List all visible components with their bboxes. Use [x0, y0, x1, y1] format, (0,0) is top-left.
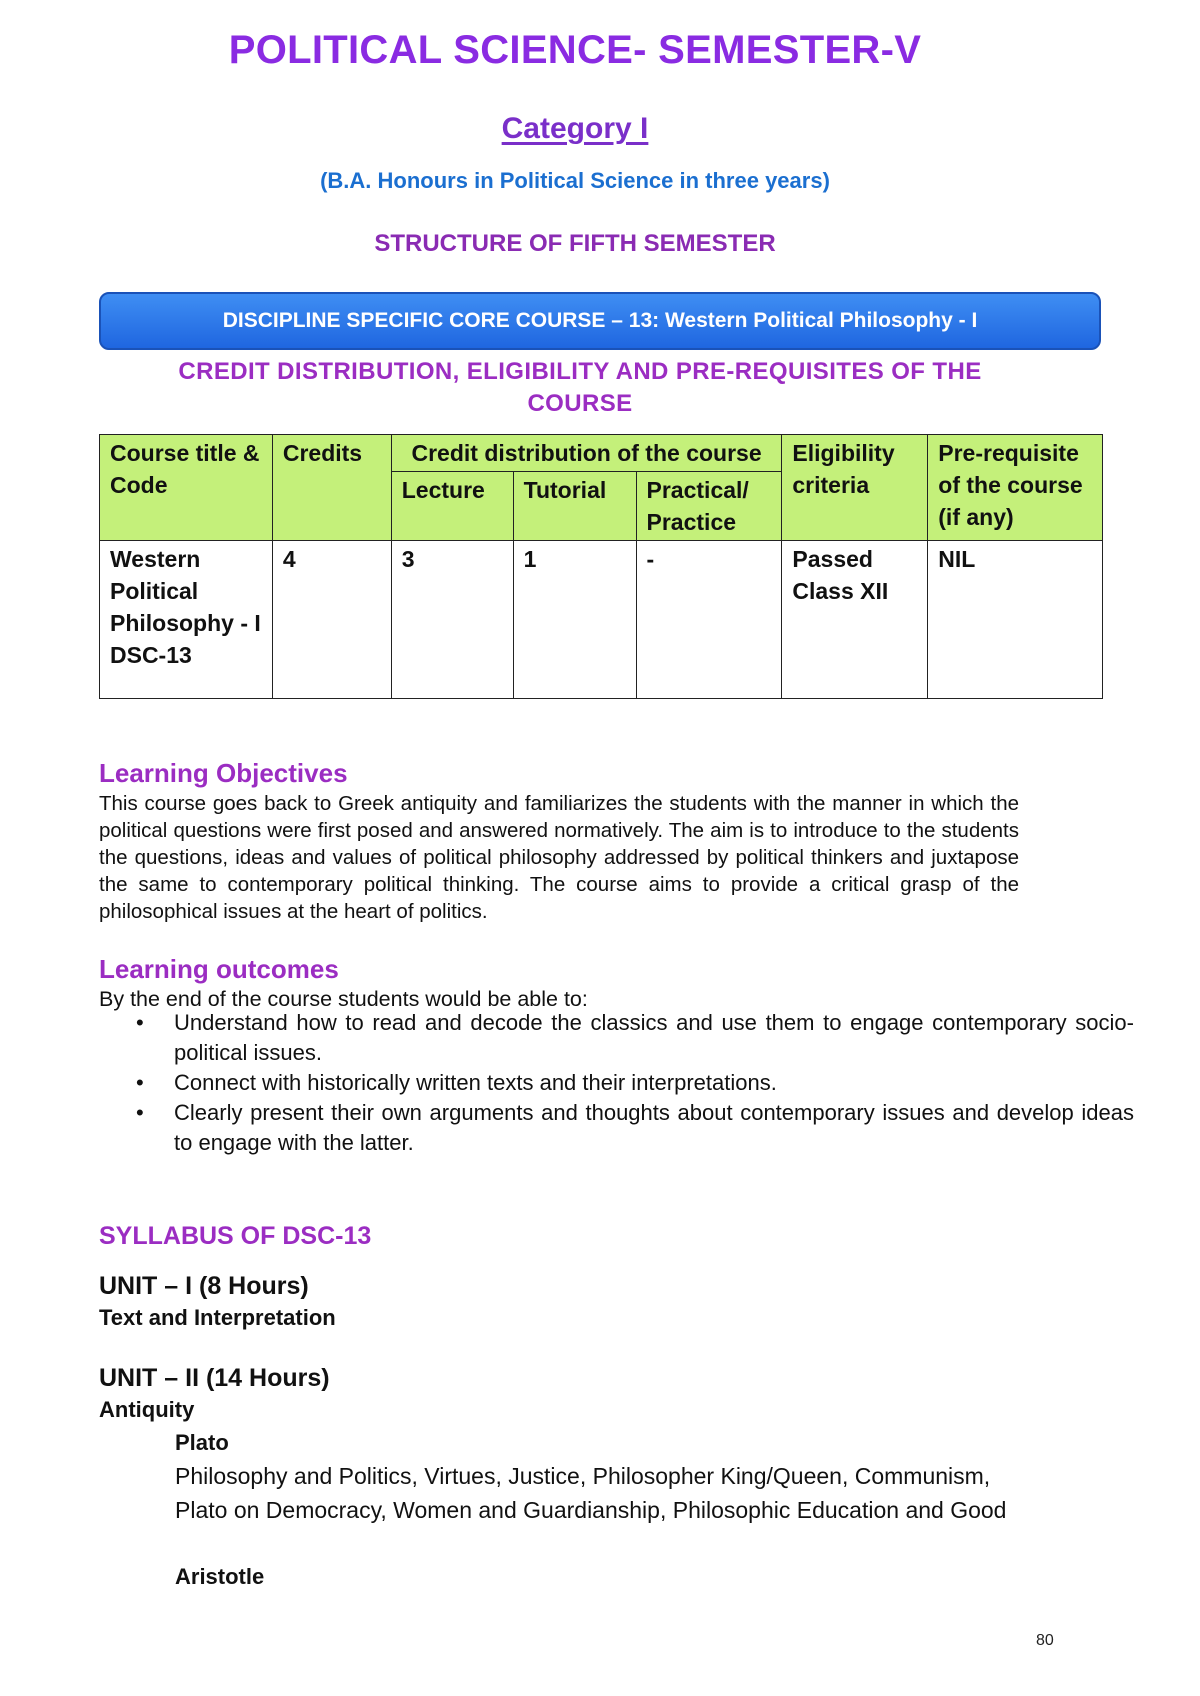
bullet-icon: • [136, 1100, 144, 1125]
category-text: Category I [501, 112, 649, 145]
header-course-title: Course title & Code [100, 435, 273, 541]
header-lecture: Lecture [391, 472, 513, 541]
learning-outcomes-intro: By the end of the course students would be able to: [99, 987, 588, 1011]
topic-plato-text: Philosophy and Politics, Virtues, Justice, Philosopher King/Queen, Communism, Plato on Democracy, Women and Guardianship, Philosophic Education and Good [175, 1463, 1007, 1523]
credit-table [99, 434, 1103, 699]
syllabus-heading: SYLLABUS OF DSC-13 [99, 1222, 372, 1250]
credit-distribution-heading [120, 356, 1040, 420]
learning-outcomes-list [99, 1008, 1134, 1158]
category-heading [0, 112, 1150, 146]
table-row [100, 541, 1103, 699]
cell-prerequisite: NIL [928, 541, 1103, 699]
outcome-text: Connect with historically written texts and their interpretations. [174, 1070, 777, 1095]
outcome-text: Understand how to read and decode the classics and use them to engage contemporary socio-political issues. [174, 1010, 1134, 1065]
header-practical: Practical/ Practice [636, 472, 782, 541]
topic-aristotle-heading: Aristotle [175, 1564, 265, 1589]
bullet-icon: • [136, 1010, 144, 1035]
course-banner [99, 292, 1101, 350]
course-code-text: DSC-13 [110, 642, 192, 668]
header-credits: Credits [272, 435, 391, 541]
cell-eligibility: Passed Class XII [782, 541, 928, 699]
cell-credits: 4 [272, 541, 391, 699]
learning-objectives-heading: Learning Objectives [99, 758, 348, 788]
programme-subtitle: (B.A. Honours in Political Science in three years) [320, 168, 830, 193]
list-item [136, 1008, 1134, 1068]
page-number: 80 [1036, 1632, 1054, 1649]
topic-plato-heading: Plato [175, 1430, 229, 1455]
course-banner-text: DISCIPLINE SPECIFIC CORE COURSE – 13: Western Political Philosophy - I [222, 309, 978, 332]
structure-heading: STRUCTURE OF FIFTH SEMESTER [374, 230, 776, 257]
cell-practical: - [636, 541, 782, 699]
bullet-icon: • [136, 1070, 144, 1095]
cell-course-title [100, 541, 273, 699]
learning-outcomes-heading: Learning outcomes [99, 954, 339, 984]
table-header-row [100, 435, 1103, 472]
unit2-title: UNIT – II (14 Hours) [99, 1364, 330, 1392]
course-title-text: Western Political Philosophy - I [110, 546, 261, 636]
header-eligibility: Eligibility criteria [782, 435, 928, 541]
header-prerequisite: Pre-requisite of the course (if any) [928, 435, 1103, 541]
cell-lecture: 3 [391, 541, 513, 699]
list-item [136, 1098, 1134, 1158]
list-item [136, 1068, 1134, 1098]
credit-heading-line1: CREDIT DISTRIBUTION, ELIGIBILITY AND PRE-REQUISITES OF THE [178, 358, 982, 385]
unit1-subtitle: Text and Interpretation [99, 1305, 336, 1330]
learning-objectives-text: This course goes back to Greek antiquity and familiarizes the students with the manner in which the political questions were first posed and answered normatively. The aim is to introduce to the students the questions, ideas and values of political philosophy addressed by political thinkers and juxtapose the same to contemporary political thinking. The course aims to provide a critical grasp of the philosophical issues at the heart of politics. [99, 792, 1019, 923]
outcome-text: Clearly present their own arguments and thoughts about contemporary issues and develop ideas to engage with the latter. [174, 1100, 1134, 1155]
page-title: POLITICAL SCIENCE- SEMESTER-V [228, 28, 922, 72]
unit1-title: UNIT – I (8 Hours) [99, 1272, 309, 1300]
header-credit-distribution: Credit distribution of the course [391, 435, 782, 472]
unit2-subtitle: Antiquity [99, 1397, 195, 1422]
credit-heading-line2: COURSE [527, 390, 633, 417]
cell-tutorial: 1 [513, 541, 636, 699]
header-tutorial: Tutorial [513, 472, 636, 541]
